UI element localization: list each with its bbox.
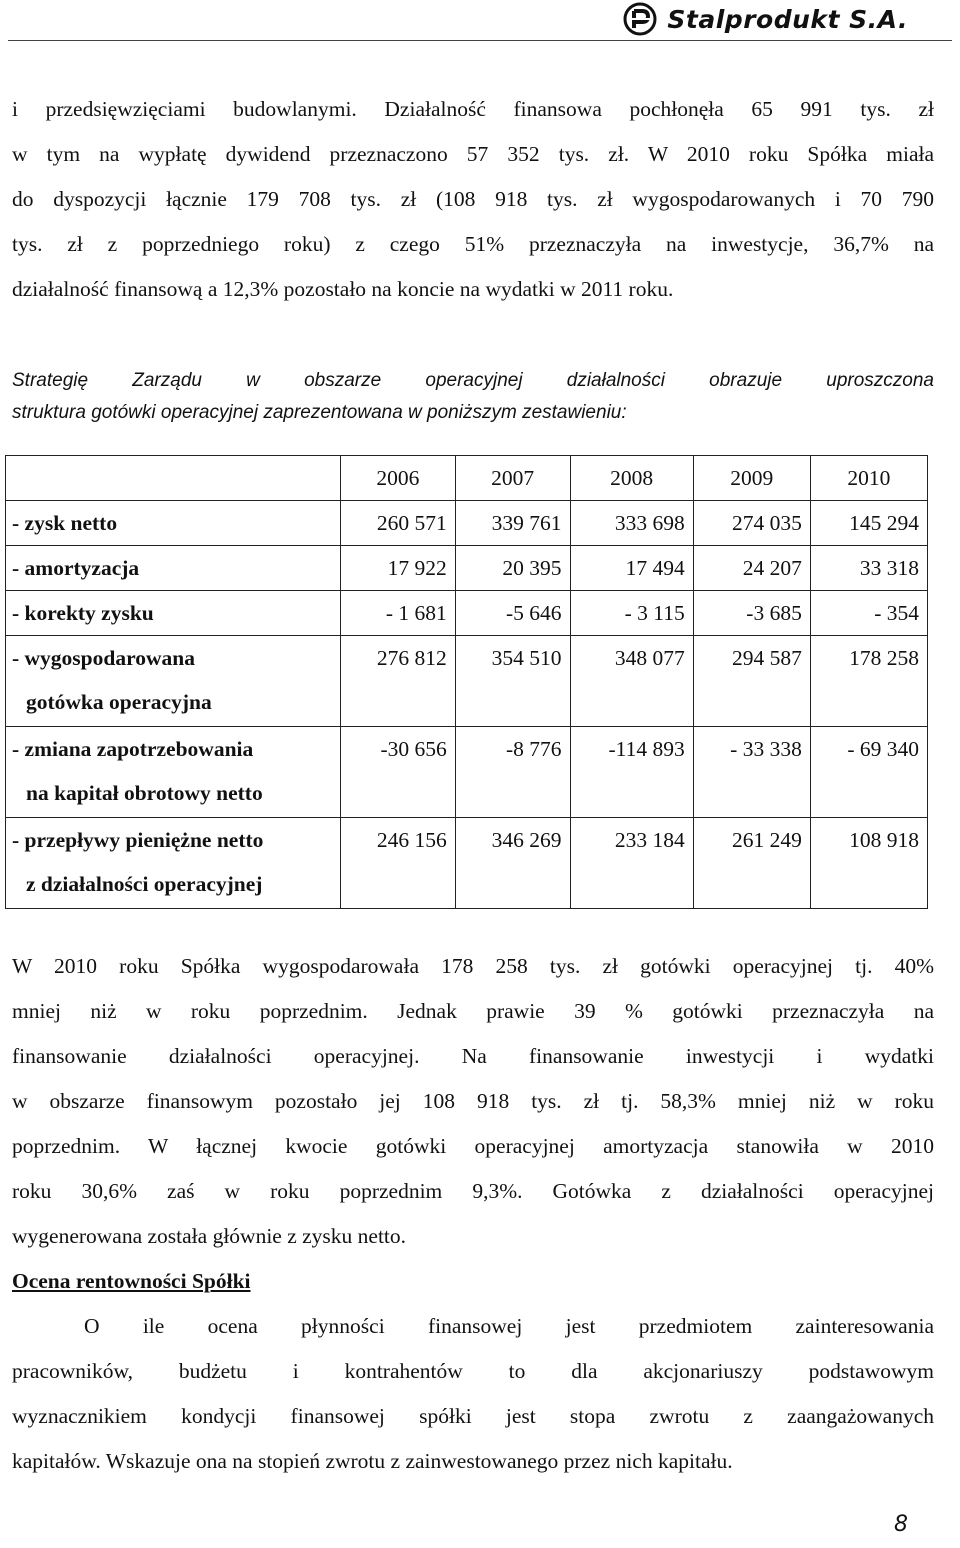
table-cell: - 33 338 xyxy=(693,727,810,818)
table-cell: 276 812 xyxy=(341,636,456,727)
text-line: finansowanie działalności operacyjnej. Na finansowanie inwestycji i wydatki xyxy=(12,1044,934,1068)
row-label xyxy=(6,818,341,909)
row-label-text-line2: z działalności operacyjnej xyxy=(26,872,263,896)
row-label-text: - zysk netto xyxy=(12,511,118,535)
table-cell: 20 395 xyxy=(455,546,570,591)
table-cell: 24 207 xyxy=(693,546,810,591)
text-line: roku 30,6% zaś w roku poprzednim 9,3%. Gotówka z działalności operacyjnej xyxy=(12,1179,934,1203)
table-cell: 261 249 xyxy=(693,818,810,909)
section-heading: Ocena rentowności Spółki xyxy=(12,1269,251,1293)
operating-cash-table xyxy=(5,455,928,909)
table-cell: 17 494 xyxy=(570,546,693,591)
table-cell: 346 269 xyxy=(455,818,570,909)
table-row xyxy=(6,636,928,727)
company-name: Stalprodukt S.A. xyxy=(667,4,908,34)
row-label xyxy=(6,546,341,591)
text-line: wyznacznikiem kondycji finansowej spółki jest stopa zwrotu z zaangażowanych xyxy=(12,1404,934,1428)
header-divider xyxy=(8,40,952,41)
text-line: i przedsięwzięciami budowlanymi. Działalność finansowa pochłonęła 65 991 tys. zł xyxy=(12,97,934,121)
year-header: 2010 xyxy=(810,456,927,501)
year-header: 2008 xyxy=(570,456,693,501)
table-cell: - 3 115 xyxy=(570,591,693,636)
table-cell: 246 156 xyxy=(341,818,456,909)
table-cell: 108 918 xyxy=(810,818,927,909)
row-label-text: - przepływy pieniężne netto xyxy=(12,828,264,852)
text-line: poprzednim. W łącznej kwocie gotówki operacyjnej amortyzacja stanowiła w 2010 xyxy=(12,1134,934,1158)
table-cell: - 69 340 xyxy=(810,727,927,818)
table-corner-cell xyxy=(6,456,341,501)
year-header: 2009 xyxy=(693,456,810,501)
table-row xyxy=(6,591,928,636)
table-cell: 260 571 xyxy=(341,501,456,546)
page-number: 8 xyxy=(894,1512,908,1537)
year-header: 2006 xyxy=(341,456,456,501)
table-cell: 333 698 xyxy=(570,501,693,546)
text-line: O ile ocena płynności finansowej jest przedmiotem zainteresowania xyxy=(84,1314,934,1338)
table-cell: 294 587 xyxy=(693,636,810,727)
row-label-text: - korekty zysku xyxy=(12,601,154,625)
table-cell: -8 776 xyxy=(455,727,570,818)
table-cell: 348 077 xyxy=(570,636,693,727)
table-cell: 339 761 xyxy=(455,501,570,546)
strategy-intro xyxy=(12,365,934,429)
table-cell: 233 184 xyxy=(570,818,693,909)
text-line: działalność finansową a 12,3% pozostało na koncie na wydatki w 2011 roku. xyxy=(12,277,674,301)
row-label-text-line2: na kapitał obrotowy netto xyxy=(26,781,263,805)
page-header xyxy=(0,0,960,44)
stalprodukt-logo-icon xyxy=(623,2,657,36)
table-cell: -30 656 xyxy=(341,727,456,818)
table-cell: 33 318 xyxy=(810,546,927,591)
row-label xyxy=(6,727,341,818)
table-cell: -3 685 xyxy=(693,591,810,636)
year-header: 2007 xyxy=(455,456,570,501)
table-cell: - 1 681 xyxy=(341,591,456,636)
text-line: w tym na wypłatę dywidend przeznaczono 57 352 tys. zł. W 2010 roku Spółka miała xyxy=(12,142,934,166)
text-line: W 2010 roku Spółka wygospodarowała 178 258 tys. zł gotówki operacyjnej tj. 40% xyxy=(12,954,934,978)
table-cell: 17 922 xyxy=(341,546,456,591)
text-line: kapitałów. Wskazuje ona na stopień zwrotu z zainwestowanego przez nich kapitału. xyxy=(12,1449,733,1473)
table-header-row xyxy=(6,456,928,501)
text-line: w obszarze finansowym pozostało jej 108 918 tys. zł tj. 58,3% mniej niż w roku xyxy=(12,1089,934,1113)
table-cell: -5 646 xyxy=(455,591,570,636)
text-line: struktura gotówki operacyjnej zaprezentowana w poniższym zestawieniu: xyxy=(12,402,627,423)
row-label xyxy=(6,501,341,546)
table-row xyxy=(6,546,928,591)
company-logo xyxy=(623,2,908,36)
text-line: do dyspozycji łącznie 179 708 tys. zł (108 918 tys. zł wygospodarowanych i 70 790 xyxy=(12,187,934,211)
row-label-text: - zmiana zapotrzebowania xyxy=(12,737,254,761)
table-cell: -114 893 xyxy=(570,727,693,818)
row-label xyxy=(6,591,341,636)
paragraph-cash-usage xyxy=(12,87,934,312)
text-line: Strategię Zarządu w obszarze operacyjnej działalności obrazuje uproszczona xyxy=(12,370,934,391)
text-line: mniej niż w roku poprzednim. Jednak prawie 39 % gotówki przeznaczyła na xyxy=(12,999,934,1023)
table-cell: 178 258 xyxy=(810,636,927,727)
table-cell: 354 510 xyxy=(455,636,570,727)
text-line: tys. zł z poprzedniego roku) z czego 51% przeznaczyła na inwestycje, 36,7% na xyxy=(12,232,934,256)
text-line: wygenerowana została głównie z zysku netto. xyxy=(12,1224,407,1248)
table-cell: 145 294 xyxy=(810,501,927,546)
paragraph-profitability xyxy=(12,1304,934,1484)
row-label-text: - amortyzacja xyxy=(12,556,140,580)
paragraph-cash-analysis xyxy=(12,944,934,1259)
row-label-text: - wygospodarowana xyxy=(12,646,195,670)
table-row xyxy=(6,501,928,546)
text-line: pracowników, budżetu i kontrahentów to dla akcjonariuszy podstawowym xyxy=(12,1359,934,1383)
row-label xyxy=(6,636,341,727)
row-label-text-line2: gotówka operacyjna xyxy=(26,690,212,714)
table-row xyxy=(6,727,928,818)
table-row xyxy=(6,818,928,909)
table-cell: 274 035 xyxy=(693,501,810,546)
table-cell: - 354 xyxy=(810,591,927,636)
